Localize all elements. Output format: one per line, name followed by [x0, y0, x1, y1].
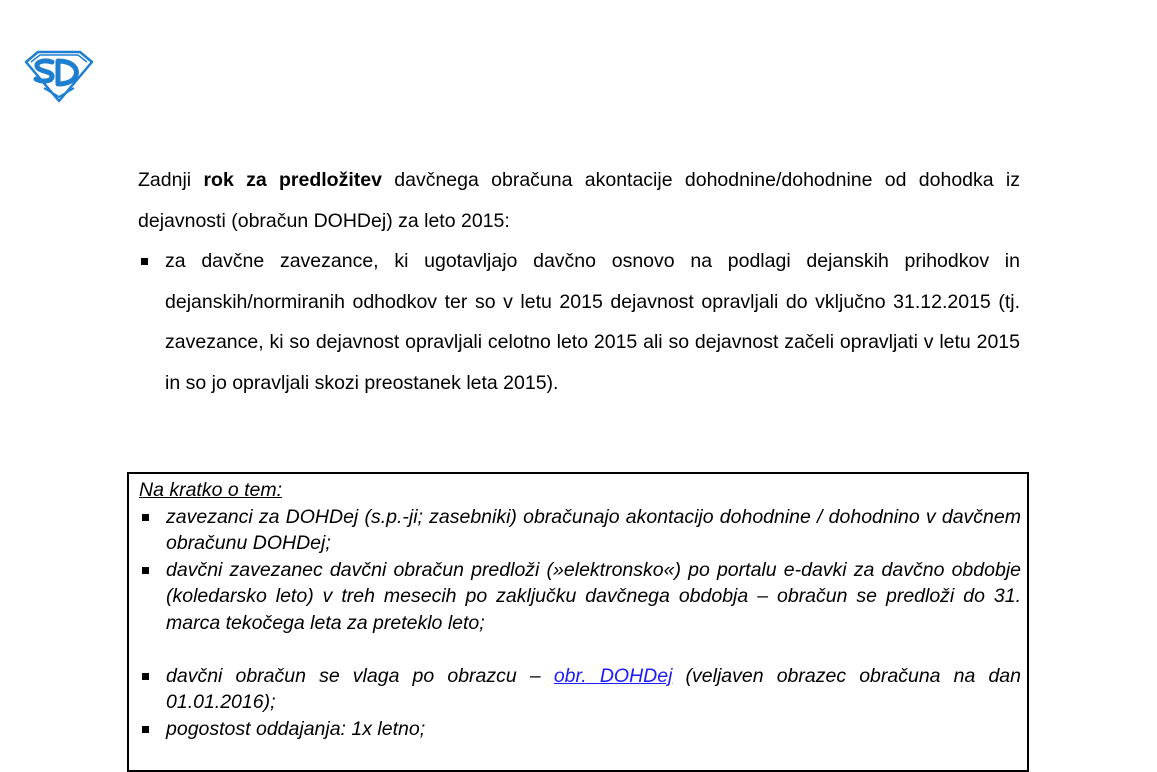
logo-emblem-icon — [22, 48, 96, 104]
list-item-text: za davčne zavezance, ki ugotavljajo davčno osnovo na podlagi dejanskih prihodkov in dejanskih/normiranih odhodkov ter so v letu 2015 dejavnost opravljali do vključno 31.12.2015 (tj. zavezance, ki so dejavnost opravljali celotno leto 2015 ali so dejavnost začeli opravljati v letu 2015 in so jo opravljali skozi preostanek leta 2015). — [165, 250, 1020, 394]
lead-text-start: Zadnji — [138, 169, 204, 191]
list-item-text: davčni zavezanec davčni obračun predloži (»elektronsko«) po portalu e-davki za davčno obdobje (koledarsko leto) v treh mesecih po zaključku davčnega obdobja – obračun se predloži do 31. marca tekočega leta za preteklo leto; — [166, 558, 1021, 634]
summary-box-title: Na kratko o tem: — [139, 479, 283, 501]
square-bullet-icon — [142, 673, 149, 680]
list-item — [139, 716, 1021, 743]
deadline-emphasis: rok za predložitev — [203, 169, 382, 191]
summary-box — [127, 472, 1029, 772]
square-bullet-icon — [142, 514, 149, 521]
deadline-paragraph — [138, 160, 1020, 241]
taxpayer-bullet-list — [138, 241, 1020, 403]
list-item — [139, 504, 1021, 557]
square-bullet-icon — [142, 567, 149, 574]
summary-box-content — [139, 477, 1021, 742]
list-item — [138, 241, 1020, 403]
list-item — [139, 557, 1021, 637]
list-item-text: (veljaven obrazec obračuna na dan 01.01.2016); — [166, 664, 1021, 713]
list-item-text: zavezanci za DOHDej (s.p.-ji; zasebniki) obračunajo akontacijo dohodnine / dohodnino v davčnem obračunu DOHDej; — [166, 505, 1021, 554]
lead-text-end: davčnega obračuna akontacije dohodnine/dohodnine od dohodka iz dejavnosti (obračun DOHDej) za leto 2015: — [138, 169, 1021, 232]
intro-section — [138, 160, 1020, 403]
list-item-text: davčni obračun se vlaga po obrazcu – — [166, 664, 554, 687]
summary-list — [139, 504, 1021, 743]
dohdej-form-link[interactable]: obr. DOHDej — [553, 664, 673, 687]
square-bullet-icon — [142, 726, 149, 733]
square-bullet-icon — [141, 258, 148, 265]
list-item — [139, 663, 1021, 716]
list-item-text: pogostost oddajanja: 1x letno; — [166, 717, 426, 740]
